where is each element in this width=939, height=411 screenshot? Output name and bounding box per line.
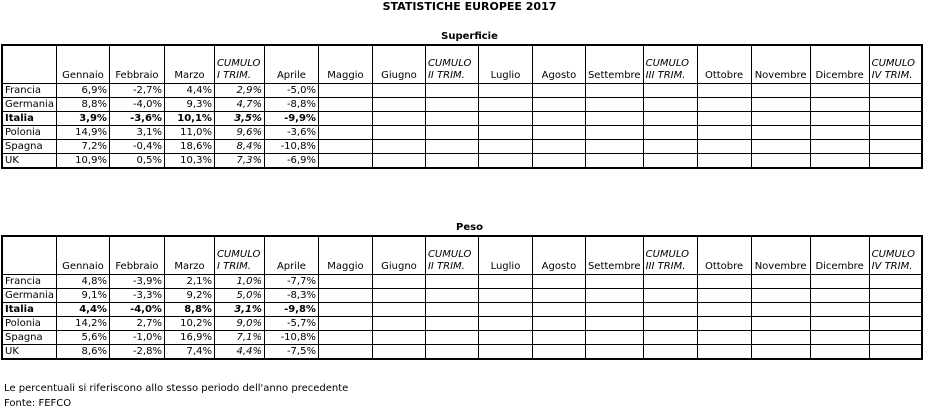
value-cell: 5,6%	[56, 331, 109, 345]
value-cell	[751, 154, 810, 169]
column-header: Novembre	[751, 236, 810, 275]
value-cell	[532, 126, 585, 140]
value-cell: 4,7%	[214, 98, 264, 112]
value-cell: -5,7%	[264, 317, 318, 331]
value-cell: -2,8%	[109, 345, 164, 360]
value-cell: 2,7%	[109, 317, 164, 331]
value-cell	[585, 303, 643, 317]
value-cell: -4,0%	[109, 303, 164, 317]
column-header: Settembre	[585, 236, 643, 275]
corner-cell	[2, 236, 56, 275]
value-cell: 16,9%	[164, 331, 214, 345]
value-cell: 4,4%	[214, 345, 264, 360]
value-cell	[869, 112, 922, 126]
table-row	[2, 303, 922, 317]
source-note: Fonte: FEFCO	[4, 398, 72, 409]
value-cell	[532, 345, 585, 360]
value-cell: 8,8%	[164, 303, 214, 317]
value-cell: -5,0%	[264, 84, 318, 98]
value-cell	[643, 84, 697, 98]
value-cell	[585, 275, 643, 289]
column-header: Gennaio	[56, 236, 109, 275]
value-cell	[478, 331, 532, 345]
value-cell	[478, 84, 532, 98]
header-row	[2, 45, 922, 84]
value-cell: -3,6%	[109, 112, 164, 126]
value-cell	[697, 112, 751, 126]
value-cell	[869, 345, 922, 360]
column-header: Ottobre	[697, 236, 751, 275]
value-cell: -6,9%	[264, 154, 318, 169]
value-cell	[318, 126, 372, 140]
value-cell	[751, 84, 810, 98]
value-cell	[869, 140, 922, 154]
value-cell: -3,3%	[109, 289, 164, 303]
value-cell: 9,1%	[56, 289, 109, 303]
page-title: STATISTICHE EUROPEE 2017	[382, 0, 557, 13]
value-cell	[478, 317, 532, 331]
value-cell	[318, 98, 372, 112]
value-cell: 6,9%	[56, 84, 109, 98]
value-cell	[869, 126, 922, 140]
value-cell	[425, 98, 478, 112]
value-cell	[372, 84, 425, 98]
value-cell: -10,8%	[264, 331, 318, 345]
column-header: Febbraio	[109, 236, 164, 275]
value-cell	[869, 317, 922, 331]
value-cell	[425, 112, 478, 126]
value-cell: 9,2%	[164, 289, 214, 303]
country-cell: UK	[2, 345, 56, 360]
value-cell	[810, 345, 869, 360]
country-cell: Francia	[2, 84, 56, 98]
column-header: Aprile	[264, 236, 318, 275]
value-cell: 10,3%	[164, 154, 214, 169]
value-cell	[869, 98, 922, 112]
value-cell: -1,0%	[109, 331, 164, 345]
country-cell: UK	[2, 154, 56, 169]
value-cell: 3,5%	[214, 112, 264, 126]
value-cell: -7,5%	[264, 345, 318, 360]
column-header: Giugno	[372, 236, 425, 275]
value-cell	[869, 289, 922, 303]
value-cell: -3,6%	[264, 126, 318, 140]
value-cell	[372, 303, 425, 317]
value-cell	[372, 317, 425, 331]
value-cell	[643, 140, 697, 154]
value-cell	[697, 154, 751, 169]
column-header: Dicembre	[810, 45, 869, 84]
value-cell	[810, 84, 869, 98]
value-cell: 4,4%	[164, 84, 214, 98]
value-cell	[532, 289, 585, 303]
value-cell	[532, 317, 585, 331]
value-cell	[585, 345, 643, 360]
value-cell: -8,8%	[264, 98, 318, 112]
value-cell	[318, 331, 372, 345]
value-cell	[318, 112, 372, 126]
country-cell: Francia	[2, 275, 56, 289]
column-header: Maggio	[318, 45, 372, 84]
value-cell	[478, 112, 532, 126]
value-cell	[425, 126, 478, 140]
value-cell	[478, 154, 532, 169]
value-cell	[810, 154, 869, 169]
column-header: CUMULO III TRIM.	[643, 236, 697, 275]
value-cell: 4,4%	[56, 303, 109, 317]
value-cell	[751, 126, 810, 140]
value-cell: 18,6%	[164, 140, 214, 154]
value-cell	[869, 154, 922, 169]
value-cell: 11,0%	[164, 126, 214, 140]
value-cell	[478, 289, 532, 303]
value-cell: 7,4%	[164, 345, 214, 360]
value-cell	[697, 331, 751, 345]
value-cell	[751, 98, 810, 112]
footnote: Le percentuali si riferiscono allo stesso periodo dell'anno precedente	[4, 383, 349, 394]
value-cell	[585, 112, 643, 126]
value-cell: -4,0%	[109, 98, 164, 112]
value-cell	[372, 154, 425, 169]
column-header: Gennaio	[56, 45, 109, 84]
value-cell	[751, 112, 810, 126]
country-cell: Polonia	[2, 317, 56, 331]
table-row	[2, 98, 922, 112]
column-header: CUMULO III TRIM.	[643, 45, 697, 84]
country-cell: Italia	[2, 303, 56, 317]
value-cell	[532, 154, 585, 169]
value-cell	[643, 289, 697, 303]
column-header: CUMULO II TRIM.	[425, 45, 478, 84]
value-cell	[372, 289, 425, 303]
value-cell: 9,3%	[164, 98, 214, 112]
table-peso	[1, 235, 923, 360]
value-cell: 5,0%	[214, 289, 264, 303]
value-cell	[751, 289, 810, 303]
value-cell	[869, 303, 922, 317]
column-header: Marzo	[164, 45, 214, 84]
value-cell: 0,5%	[109, 154, 164, 169]
value-cell	[810, 112, 869, 126]
value-cell	[751, 275, 810, 289]
value-cell	[697, 126, 751, 140]
value-cell	[585, 289, 643, 303]
value-cell	[425, 84, 478, 98]
value-cell	[643, 317, 697, 331]
value-cell	[478, 303, 532, 317]
value-cell	[810, 126, 869, 140]
column-header: Marzo	[164, 236, 214, 275]
value-cell	[751, 317, 810, 331]
value-cell	[810, 303, 869, 317]
value-cell: -9,9%	[264, 112, 318, 126]
column-header: Agosto	[532, 236, 585, 275]
value-cell: 2,9%	[214, 84, 264, 98]
value-cell	[697, 289, 751, 303]
column-header: CUMULO IV TRIM.	[869, 236, 922, 275]
value-cell	[585, 126, 643, 140]
value-cell: 10,2%	[164, 317, 214, 331]
table-row	[2, 84, 922, 98]
value-cell: -2,7%	[109, 84, 164, 98]
value-cell	[425, 140, 478, 154]
value-cell	[643, 126, 697, 140]
value-cell: 14,2%	[56, 317, 109, 331]
value-cell	[478, 345, 532, 360]
value-cell	[425, 154, 478, 169]
value-cell	[697, 98, 751, 112]
value-cell	[643, 98, 697, 112]
column-header: Febbraio	[109, 45, 164, 84]
column-header: CUMULO IV TRIM.	[869, 45, 922, 84]
value-cell: 7,1%	[214, 331, 264, 345]
table-row	[2, 126, 922, 140]
value-cell	[585, 98, 643, 112]
value-cell: 9,0%	[214, 317, 264, 331]
value-cell	[372, 140, 425, 154]
column-header: Settembre	[585, 45, 643, 84]
column-header: Maggio	[318, 236, 372, 275]
country-cell: Spagna	[2, 331, 56, 345]
value-cell	[425, 275, 478, 289]
value-cell	[869, 84, 922, 98]
value-cell: 4,8%	[56, 275, 109, 289]
value-cell	[585, 84, 643, 98]
value-cell	[318, 317, 372, 331]
value-cell	[585, 154, 643, 169]
value-cell	[372, 331, 425, 345]
country-cell: Germania	[2, 289, 56, 303]
value-cell	[372, 345, 425, 360]
value-cell	[425, 303, 478, 317]
value-cell	[372, 112, 425, 126]
value-cell	[810, 275, 869, 289]
header-row	[2, 236, 922, 275]
value-cell	[869, 275, 922, 289]
value-cell	[697, 345, 751, 360]
column-header: Giugno	[372, 45, 425, 84]
value-cell: 8,4%	[214, 140, 264, 154]
value-cell	[532, 331, 585, 345]
value-cell: 2,1%	[164, 275, 214, 289]
value-cell	[318, 289, 372, 303]
country-cell: Polonia	[2, 126, 56, 140]
value-cell	[697, 84, 751, 98]
value-cell	[585, 331, 643, 345]
column-header: Ottobre	[697, 45, 751, 84]
value-cell	[697, 275, 751, 289]
column-header: CUMULO I TRIM.	[214, 45, 264, 84]
value-cell	[318, 303, 372, 317]
column-header: CUMULO II TRIM.	[425, 236, 478, 275]
value-cell	[643, 345, 697, 360]
value-cell	[697, 317, 751, 331]
table-row	[2, 289, 922, 303]
country-cell: Italia	[2, 112, 56, 126]
table-row	[2, 154, 922, 169]
value-cell	[532, 140, 585, 154]
value-cell	[697, 303, 751, 317]
value-cell: 3,1%	[214, 303, 264, 317]
value-cell	[425, 345, 478, 360]
value-cell	[810, 317, 869, 331]
value-cell	[810, 140, 869, 154]
value-cell: -10,8%	[264, 140, 318, 154]
value-cell	[478, 140, 532, 154]
table-row	[2, 317, 922, 331]
table-superficie	[1, 44, 923, 169]
value-cell	[318, 140, 372, 154]
column-header: Dicembre	[810, 236, 869, 275]
value-cell: 3,1%	[109, 126, 164, 140]
value-cell	[425, 331, 478, 345]
value-cell	[697, 140, 751, 154]
value-cell	[869, 331, 922, 345]
table-row	[2, 112, 922, 126]
value-cell	[478, 126, 532, 140]
value-cell	[478, 275, 532, 289]
value-cell: 7,2%	[56, 140, 109, 154]
corner-cell	[2, 45, 56, 84]
section-title-superficie: Superficie	[441, 31, 498, 42]
value-cell	[643, 331, 697, 345]
column-header: Luglio	[478, 45, 532, 84]
table-row	[2, 140, 922, 154]
value-cell: 14,9%	[56, 126, 109, 140]
country-cell: Germania	[2, 98, 56, 112]
value-cell: 7,3%	[214, 154, 264, 169]
value-cell	[318, 154, 372, 169]
value-cell	[372, 275, 425, 289]
table-row	[2, 345, 922, 360]
value-cell	[643, 303, 697, 317]
column-header: Agosto	[532, 45, 585, 84]
value-cell	[532, 275, 585, 289]
value-cell	[532, 84, 585, 98]
value-cell	[318, 345, 372, 360]
column-header: Novembre	[751, 45, 810, 84]
value-cell: -0,4%	[109, 140, 164, 154]
value-cell	[425, 289, 478, 303]
value-cell	[425, 317, 478, 331]
value-cell	[643, 275, 697, 289]
value-cell	[372, 98, 425, 112]
value-cell	[372, 126, 425, 140]
value-cell: 1,0%	[214, 275, 264, 289]
value-cell	[532, 98, 585, 112]
value-cell	[643, 154, 697, 169]
column-header: Luglio	[478, 236, 532, 275]
value-cell: 8,6%	[56, 345, 109, 360]
value-cell: 9,6%	[214, 126, 264, 140]
value-cell	[643, 112, 697, 126]
value-cell: -7,7%	[264, 275, 318, 289]
value-cell	[810, 289, 869, 303]
section-title-peso: Peso	[456, 222, 483, 233]
value-cell	[532, 303, 585, 317]
value-cell: 10,9%	[56, 154, 109, 169]
table-row	[2, 275, 922, 289]
value-cell	[478, 98, 532, 112]
value-cell	[318, 275, 372, 289]
column-header: CUMULO I TRIM.	[214, 236, 264, 275]
value-cell: 10,1%	[164, 112, 214, 126]
value-cell	[810, 98, 869, 112]
value-cell	[585, 317, 643, 331]
value-cell	[751, 345, 810, 360]
value-cell: 3,9%	[56, 112, 109, 126]
country-cell: Spagna	[2, 140, 56, 154]
value-cell	[810, 331, 869, 345]
value-cell	[585, 140, 643, 154]
column-header: Aprile	[264, 45, 318, 84]
value-cell: -3,9%	[109, 275, 164, 289]
value-cell	[751, 331, 810, 345]
value-cell	[532, 112, 585, 126]
value-cell	[751, 303, 810, 317]
table-row	[2, 331, 922, 345]
value-cell: -9,8%	[264, 303, 318, 317]
value-cell: -8,3%	[264, 289, 318, 303]
value-cell	[751, 140, 810, 154]
value-cell	[318, 84, 372, 98]
value-cell: 8,8%	[56, 98, 109, 112]
